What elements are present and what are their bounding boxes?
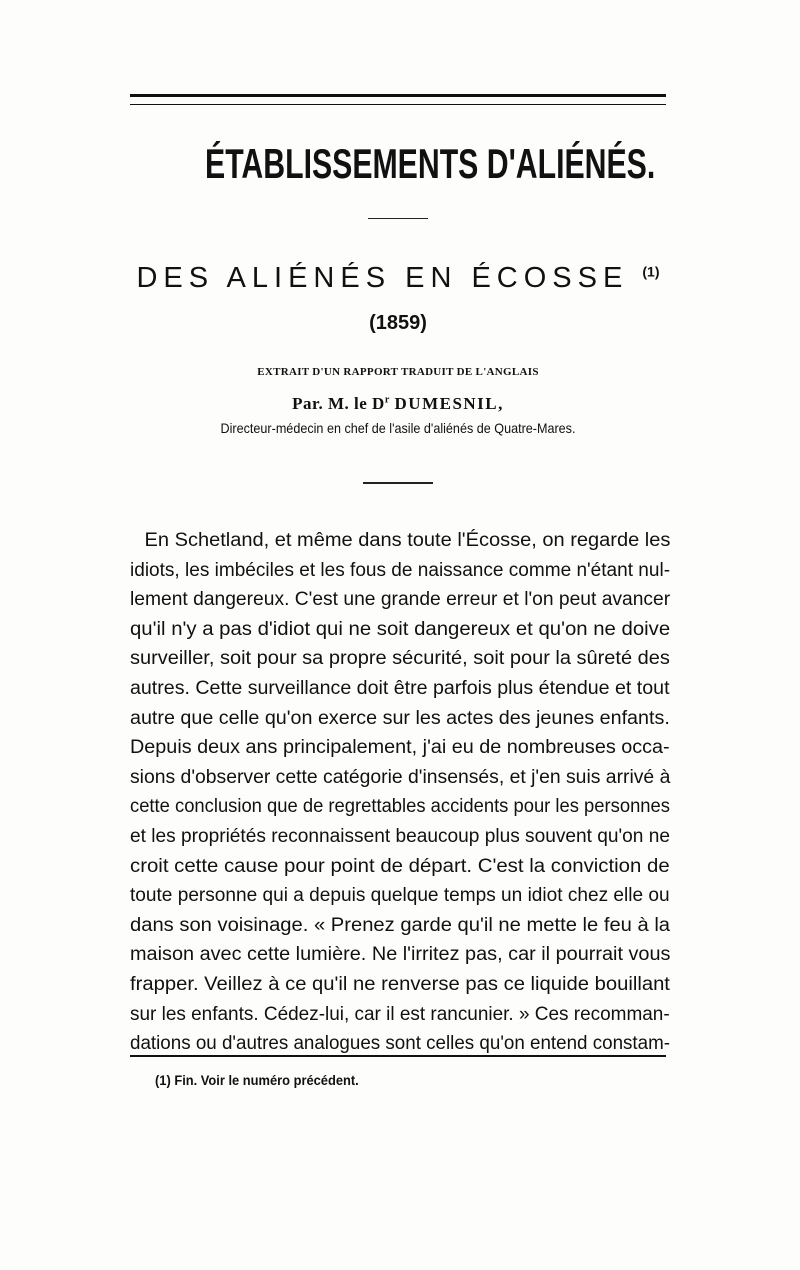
article-year: (1859) [369, 312, 427, 334]
footnote: (1) Fin. Voir le numéro précédent. [155, 1072, 359, 1088]
author-affiliation: Directeur-médecin en chef de l'asile d'aliénés de Quatre-Mares. [220, 420, 576, 436]
section-divider [363, 482, 433, 484]
header-double-rule [130, 94, 666, 105]
article-subtitle [130, 262, 666, 295]
body-line: En Schetland, et même dans toute l'Écosse, on regarde les [144, 530, 671, 551]
author-prefix: Par. M. le D [292, 394, 385, 413]
title-divider [368, 218, 428, 219]
subtitle-text: DES ALIÉNÉS EN ÉCOSSE [136, 262, 629, 294]
main-title: ÉTABLISSEMENTS D'ALIÉNÉS. [205, 140, 656, 187]
author-line [130, 394, 666, 414]
author-name: DUMESNIL, [394, 394, 504, 413]
body-paragraph: En Schetland, et même dans toute l'Écosse, on regarde les idiots, les imbéciles et les fous de naissance comme n'étant nul- lement dangereux. C'est une grande erreur et l'on peut avancer qu'il n'y a pas d'idiot qui ne soit dangereux et qu'on ne doive surveiller, soit pour sa propre sécurité, soit pour la sûreté des autres. Cette surveillance doit être parfois plus étendue et tout autre que celle qu'on exerce sur les actes des jeunes enfants. Depuis deux ans principalement, j'ai eu de nombreuses occa- sions d'observer cette catégorie d'insensés, et j'en suis arrivé à cette conclusion que de regrettables accidents pour les personnes et les propriétés reconnaissent beaucoup plus souvent qu'on ne croit cette cause pour point de départ. C'est la conviction de toute personne qui a depuis quelque temps un idiot chez elle ou dans son voisinage. « Prenez garde qu'il ne mette le feu à la maison avec cette lumière. Ne l'irritez pas, car il pourrait vous frapper. Veillez à ce qu'il ne renverse pas ce liquide bouillant sur les enfants. Cédez-lui, car il est rancunier. » Ces recomman- dations ou d'autres analogues sont celles qu'on entend constam- [130, 526, 670, 1059]
footnote-rule [130, 1055, 666, 1057]
footnote-reference-mark: (1) [642, 263, 660, 280]
author-title-sup: r [384, 394, 390, 406]
extract-note: EXTRAIT D'UN RAPPORT TRADUIT DE L'ANGLAIS [257, 366, 539, 378]
